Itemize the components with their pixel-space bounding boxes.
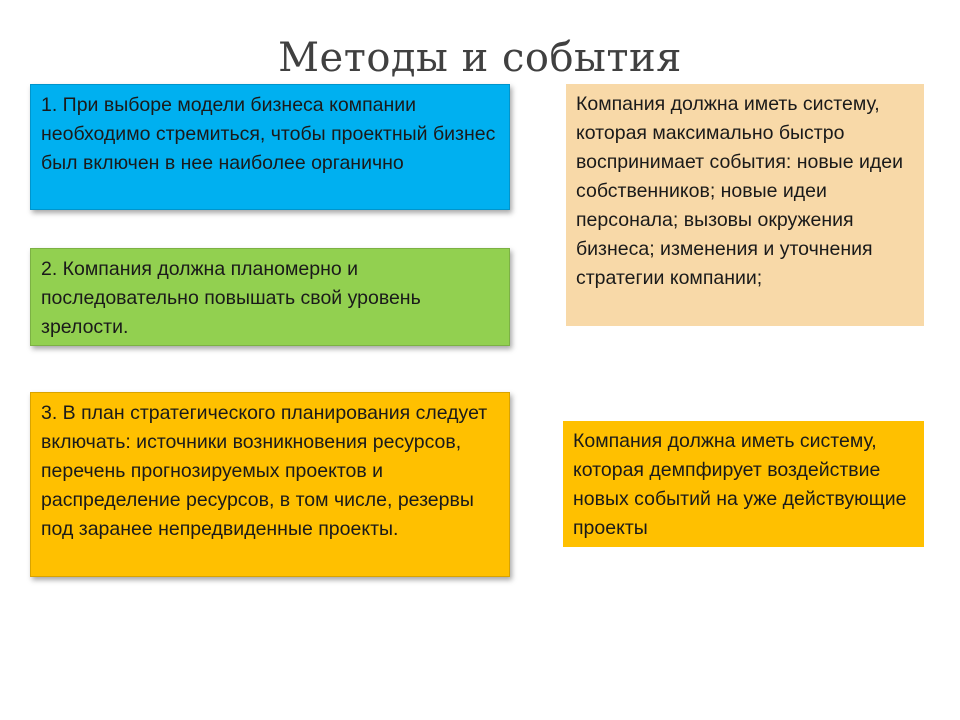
method-box-2: 2. Компания должна планомерно и последовательно повышать свой уровень зрелости. (30, 248, 510, 346)
method-box-1: 1. При выборе модели бизнеса компании необходимо стремиться, чтобы проектный бизнес был включен в нее наиболее органично (30, 84, 510, 210)
event-box-1: Компания должна иметь систему, которая максимально быстро воспринимает события: новые идеи собственников; новые идеи персонала; вызовы окружения бизнеса; изменения и уточнения стратегии компании; (566, 84, 924, 326)
event-box-2: Компания должна иметь систему, которая демпфирует воздействие новых событий на уже действующие проекты (563, 421, 924, 547)
slide-title: Методы и события (278, 35, 682, 81)
method-box-3: 3. В план стратегического планирования следует включать: источники возникновения ресурсов, перечень прогнозируемых проектов и распределение ресурсов, в том числе, резервы под заранее непредвиденные проекты. (30, 392, 510, 577)
